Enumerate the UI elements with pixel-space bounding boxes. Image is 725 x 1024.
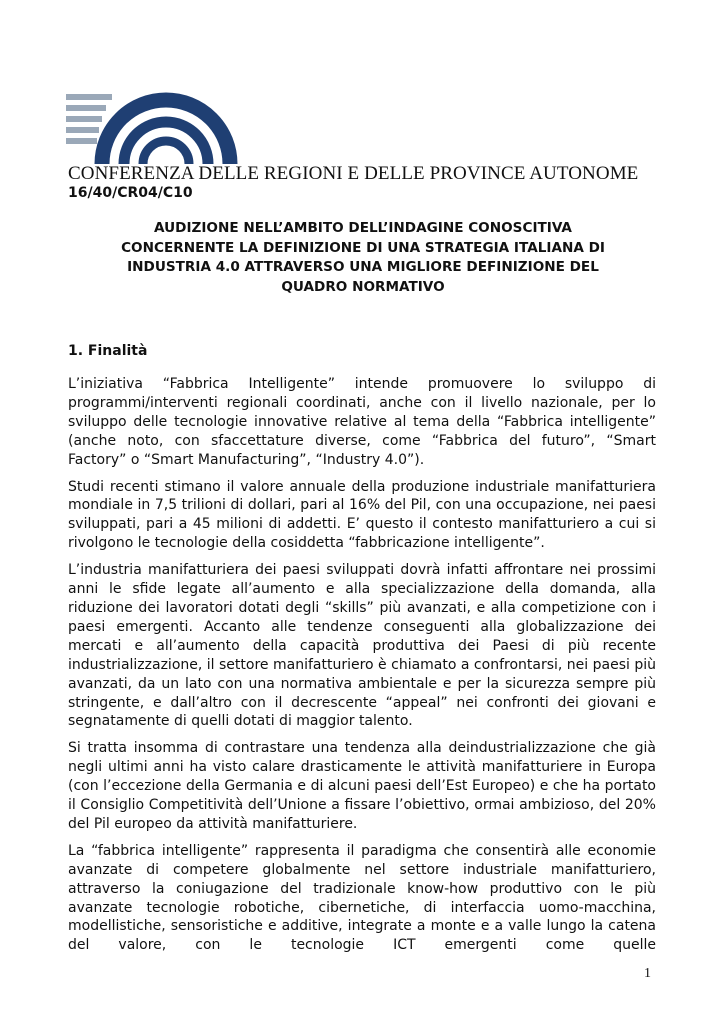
body-paragraph: Si tratta insomma di contrastare una tendenza alla deindustrializzazione che già negli ultimi anni ha visto calare drasticamente le attività manifatturiere in Europa (con l’eccezione della Germania e di alcuni paesi dell’Est Europeo) e che ha portato il Consiglio Competitività dell’Unione a fissare l’obiettivo, ormai ambizioso, del 20% del Pil europeo da attività manifatturiere. <box>68 740 656 832</box>
document-code: 16/40/CR04/C10 <box>68 185 193 201</box>
document-heading-line: CONCERNENTE LA DEFINIZIONE DI UNA STRATEGIA ITALIANA DI <box>121 239 605 256</box>
document-heading <box>68 219 658 297</box>
page-number: 1 <box>644 966 651 981</box>
section-title: 1. Finalità <box>68 343 148 359</box>
body-paragraph: Studi recenti stimano il valore annuale della produzione industriale manifatturiera mondiale in 7,5 trilioni di dollari, pari al 16% del Pil, con una occupazione, nei paesi sviluppati, pari a 45 milioni di addetti. E’ questo il contesto manifatturiero a cui si rivolgono le tecnologie della cosiddetta “fabbricazione intelligente”. <box>68 478 656 552</box>
body-text <box>68 375 656 963</box>
document-heading-line: AUDIZIONE NELL’AMBITO DELL’INDAGINE CONOSCITIVA <box>154 220 572 236</box>
logo-stripe <box>66 105 106 111</box>
body-paragraph: L’industria manifatturiera dei paesi sviluppati dovrà infatti affrontare nei prossimi anni le sfide legate all’aumento e alla specializzazione della domanda, alla riduzione dei lavoratori dotati degli “skills” più avanzati, e alla competizione con i paesi emergenti. Accanto alle tendenze conseguenti alla globalizzazione dei mercati e all’aumento della capacità produttiva dei Paesi di più recente industrializzazione, il settore manifatturiero è chiamato a confrontarsi, nei paesi più avanzati, da un lato con una normativa ambientale e per la sicurezza sempre più stringente, e dall’altro con il decrescente “appeal” nei confronti dei giovani e segnatamente di quelli dotati di maggior talento. <box>68 562 656 730</box>
body-paragraph: La “fabbrica intelligente” rappresenta il paradigma che consentirà alle economie avanzate di competere globalmente nel settore industriale manifatturiero, attraverso la coniugazione del tradizionale know-how produttivo con le più avanzate tecnologie robotiche, cibernetiche, di interfaccia uomo-macchina, modellistiche, sensoristiche e additive, integrate a monte e a valle lungo la catena del valore, con le tecnologie ICT emergenti come quelle <box>68 842 656 954</box>
document-heading-line: QUADRO NORMATIVO <box>281 278 445 295</box>
logo-stripe <box>66 94 112 100</box>
organization-title: CONFERENZA DELLE REGIONI E DELLE PROVINCE AUTONOME <box>68 163 639 184</box>
logo-arcs <box>102 100 230 164</box>
body-paragraph: L’iniziativa “Fabbrica Intelligente” intende promuovere lo sviluppo di programmi/interventi regionali coordinati, anche con il livello nazionale, per lo sviluppo delle tecnologie innovative relative al tema della “Fabbrica intelligente” (anche noto, con sfaccettature diverse, come “Fabbrica del futuro”, “Smart Factory” o “Smart Manufacturing”, “Industry 4.0”). <box>68 376 656 468</box>
logo-stripe <box>66 127 99 133</box>
logo-stripe <box>66 138 97 144</box>
logo-stripe <box>66 116 102 122</box>
document-heading-line: INDUSTRIA 4.0 ATTRAVERSO UNA MIGLIORE DEFINIZIONE DEL <box>127 259 599 276</box>
logo-arc <box>143 141 189 164</box>
conference-logo <box>66 88 266 164</box>
